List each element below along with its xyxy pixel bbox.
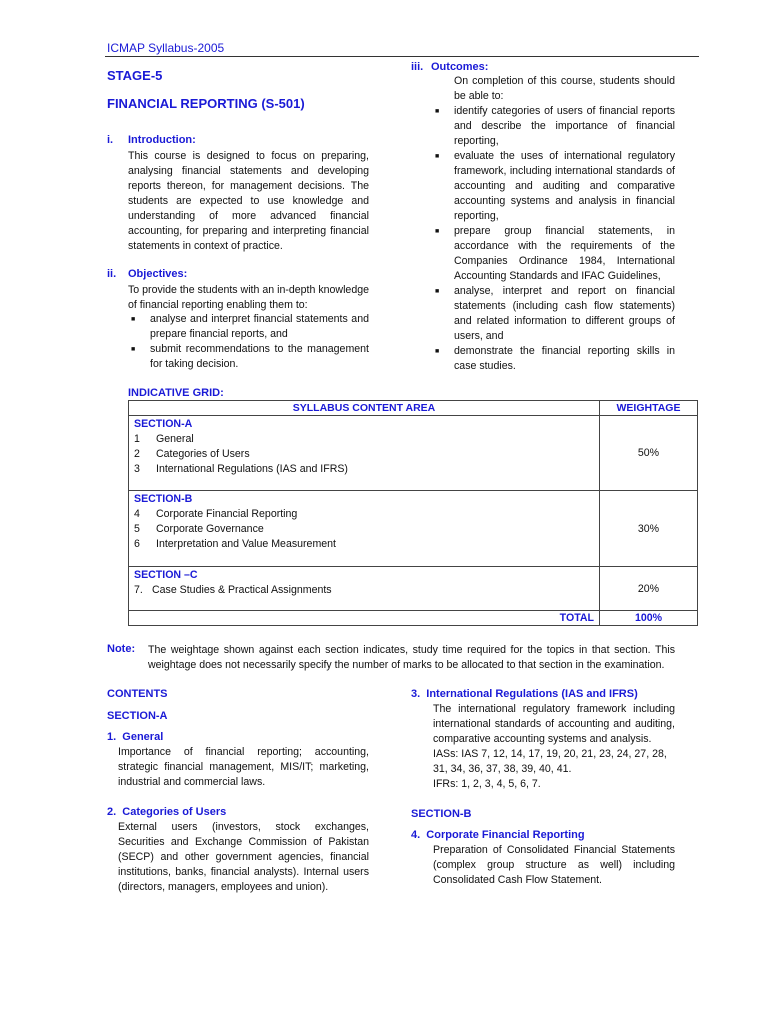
grid-item: 5 Corporate Governance (134, 523, 264, 535)
intro-heading: Introduction: (128, 134, 196, 146)
section-c-cell (129, 567, 600, 611)
list-item: ■ analyse and interpret financial statements and prepare financial reports, and (131, 313, 369, 340)
intro-number: i. (107, 134, 114, 146)
list-item: ■ evaluate the uses of international regulatory framework, including international standards of accounting and auditing and comparative accounting systems and analysis in financial reporting, (435, 150, 675, 222)
weight-cell: 20% (600, 567, 698, 611)
grid-item: 1 General (134, 433, 194, 445)
bullet-icon: ■ (435, 348, 440, 355)
table-row (129, 567, 698, 611)
grid-item: 7. Case Studies & Practical Assignments (134, 584, 332, 596)
stage-title: STAGE-5 (107, 68, 163, 83)
bullet-icon: ■ (435, 153, 440, 160)
weight-cell: 50% (600, 416, 698, 491)
bullet-icon: ■ (435, 108, 440, 115)
table-total-row (129, 611, 698, 626)
list-item: ■ prepare group financial statements, in accordance with the requirements of the Companies Ordinance 1984, International Accounting Standards and IFAC Guidelines, (435, 225, 675, 282)
header-rule (105, 56, 699, 57)
list-item: ■ submit recommendations to the management for taking decision. (131, 343, 369, 370)
users-heading: 2. Categories of Users (107, 806, 227, 818)
document-header: ICMAP Syllabus-2005 (107, 41, 225, 55)
regs-ifrs: IFRs: 1, 2, 3, 4, 5, 6, 7. (433, 778, 541, 790)
column-header-content: SYLLABUS CONTENT AREA (129, 401, 600, 416)
section-a-cell (129, 416, 600, 491)
section-name: SECTION –C (134, 569, 198, 581)
column-header-weightage: WEIGHTAGE (600, 401, 698, 416)
grid-title: INDICATIVE GRID: (128, 387, 224, 399)
cfr-heading: 4. Corporate Financial Reporting (411, 829, 585, 841)
list-item: ■ demonstrate the financial reporting skills in case studies. (435, 345, 675, 372)
general-text: Importance of financial reporting; accounting, strategic financial management, MIS/IT; marketing, industrial and commercial laws. (118, 746, 369, 788)
weight-cell: 30% (600, 491, 698, 567)
outcomes-list (432, 104, 675, 374)
grid-item: 4 Corporate Financial Reporting (134, 508, 298, 520)
objectives-text: To provide the students with an in-depth knowledge of financial reporting enabling them to: (128, 284, 369, 311)
regs-ias: IASs: IAS 7, 12, 14, 17, 19, 20, 21, 23, 24, 27, 28, 31, 34, 36, 37, 38, 39, 40, 41. (433, 748, 667, 775)
section-name: SECTION-B (134, 493, 193, 505)
outcomes-heading: Outcomes: (431, 61, 489, 73)
general-heading: 1. General (107, 731, 164, 743)
course-title: FINANCIAL REPORTING (S-501) (107, 96, 305, 111)
indicative-grid-table (128, 400, 698, 626)
outcomes-number: iii. (411, 61, 424, 73)
table-header-row (129, 401, 698, 416)
outcomes-text: On completion of this course, students should be able to: (454, 75, 675, 102)
intro-text: This course is designed to focus on preparing, analysing financial statements and developing reports thereon, for management decisions. The students are expected to use knowledge and understanding of more advanced financial accounting, for preparing and interpreting financial statements in context of practice. (128, 150, 369, 252)
section-name: SECTION-A (134, 418, 193, 430)
table-row (129, 491, 698, 567)
section-a-heading: SECTION-A (107, 710, 168, 722)
section-b-cell (129, 491, 600, 567)
objectives-heading: Objectives: (128, 268, 188, 280)
total-label: TOTAL (129, 611, 600, 626)
contents-title: CONTENTS (107, 688, 168, 700)
bullet-icon: ■ (131, 316, 136, 323)
bullet-icon: ■ (435, 288, 440, 295)
section-b-heading: SECTION-B (411, 808, 472, 820)
bullet-icon: ■ (131, 346, 136, 353)
list-item: ■ identify categories of users of financial reports and describe the importance of financial reporting, (435, 105, 675, 147)
objectives-list (128, 312, 369, 372)
grid-item: 2 Categories of Users (134, 448, 250, 460)
regs-text: The international regulatory framework including international standards of accounting and auditing, comparative accounting systems and analysis. (433, 703, 675, 745)
users-text: External users (investors, stock exchanges, Securities and Exchange Commission of Pakistan (SECP) and other government agencies, financial institutions, banks, financial analysts). Internal users (directors, managers, employees and union). (118, 821, 369, 893)
bullet-icon: ■ (435, 228, 440, 235)
objectives-number: ii. (107, 268, 117, 280)
note-label: Note: (107, 643, 136, 655)
cfr-text: Preparation of Consolidated Financial Statements (complex group structure as well) including Consolidated Cash Flow Statement. (433, 844, 675, 886)
table-row (129, 416, 698, 491)
grid-item: 3 International Regulations (IAS and IFRS) (134, 463, 348, 475)
regs-heading: 3. International Regulations (IAS and IFRS) (411, 688, 638, 700)
total-value: 100% (600, 611, 698, 626)
note-text: The weightage shown against each section indicates, study time required for the topics in that section. This weightage does not necessarily specify the number of marks to be allocated to that section in the examination. (148, 644, 675, 671)
list-item: ■ analyse, interpret and report on financial statements (including cash flow statements) and related information to different groups of users, and (435, 285, 675, 342)
grid-item: 6 Interpretation and Value Measurement (134, 538, 337, 550)
